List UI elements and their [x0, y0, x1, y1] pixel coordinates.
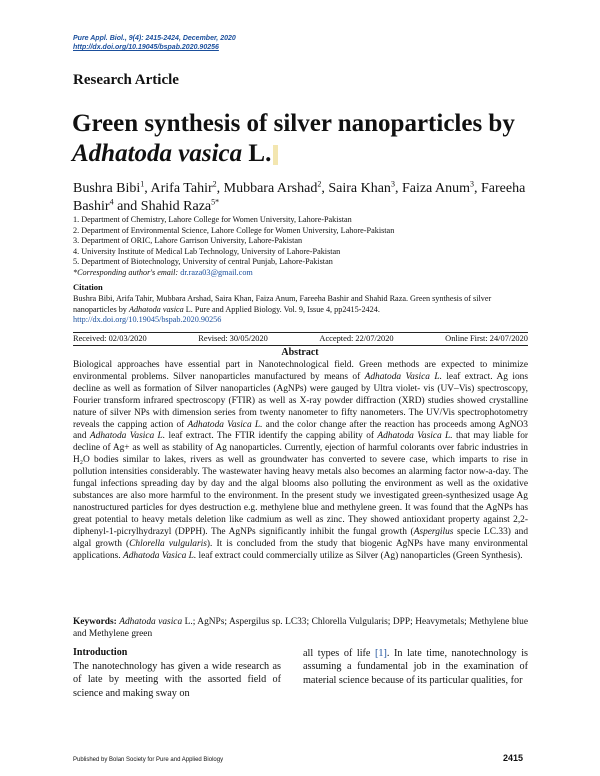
corresponding-email: *Corresponding author's email: dr.raza03@gmail.com: [73, 267, 253, 277]
accepted-date: Accepted: 22/07/2020: [319, 334, 394, 343]
publisher-footer: Published by Bolan Society for Pure and Applied Biology: [73, 757, 224, 763]
affiliation-item: 1. Department of Chemistry, Lahore College for Women University, Lahore-Pakistan: [73, 215, 352, 224]
author-name: Saira Khan: [328, 181, 391, 196]
author-separator: ,: [394, 181, 402, 196]
introduction-column-1: The nanotechnology has given a wide research as of late by meeting with the assorted field of science and making sway on: [73, 661, 281, 699]
text-cursor: [273, 145, 278, 165]
page-number: 2415: [503, 753, 524, 763]
title-species: Adhatoda vasica: [72, 140, 243, 167]
reference-link[interactable]: [1]: [375, 648, 387, 659]
author-separator: ,: [144, 181, 151, 196]
author-name: Shahid Raza: [140, 199, 212, 214]
paper-title: Green synthesis of silver nanoparticles by Adhatoda vasica L.: [72, 110, 515, 167]
author-affiliation-mark: 1: [140, 179, 145, 189]
author-affiliation-mark: 2: [212, 179, 217, 189]
affiliation-item: 5. Department of Biotechnology, University of central Punjab, Lahore-Pakistan: [73, 257, 333, 267]
divider-bottom: [73, 345, 528, 346]
article-type: Research Article: [73, 72, 179, 88]
introduction-heading: Introduction: [73, 647, 128, 658]
email-link[interactable]: dr.raza03@gmail.com: [180, 267, 253, 277]
affiliations: [73, 215, 394, 279]
author-affiliation-mark: 3: [390, 179, 395, 189]
author-name: Fareeha Bashir: [73, 181, 526, 214]
author-separator: and: [113, 199, 141, 214]
introduction-column-2: all types of life [1]. In late time, nanotechnology is assuming a fundamental job in the examination of material science because of its particular qualities, for: [303, 648, 528, 686]
author-separator: ,: [216, 181, 224, 196]
affiliation-item: 4. University Institute of Medical Lab Technology, University of Lahore-Pakistan: [73, 246, 341, 256]
received-date: Received: 02/03/2020: [73, 334, 147, 343]
author-name: Bushra Bibi: [73, 181, 141, 196]
online-date: Online First: 24/07/2020: [445, 334, 528, 343]
keywords: Keywords: Adhatoda vasica L.; AgNPs; Aspergilus sp. LC33; Chlorella Vulgularis; DPP; Heavymetals; Methylene blue and Methylene green: [73, 617, 528, 639]
citation-heading: Citation: [73, 282, 103, 292]
journal-header: [73, 34, 236, 52]
author-separator: ,: [473, 181, 481, 196]
citation-text: Bushra Bibi, Arifa Tahir, Mubbara Arshad, Saira Khan, Faiza Anum, Fareeha Bashir and Shahid Raza. Green synthesis of silver nanoparticles by Adhatoda vasica L. Pure and Applied Biology. Vol. 9, Issue 4, pp2415-2424. http://dx.doi.org/10.19045/bspab.2020.90256: [73, 294, 492, 324]
author-affiliation-mark: 2: [317, 179, 322, 189]
author-affiliation-mark: 3: [469, 179, 474, 189]
affiliation-item: 2. Department of Environmental Science, Lahore College for Women University, Lahore-Pakistan: [73, 225, 395, 235]
abstract-heading: Abstract: [281, 347, 319, 358]
author-affiliation-mark: 4: [109, 197, 114, 207]
abstract-text: Biological approaches have essential part in Nanotechnological field. Green methods are expected to minimize environmental problems. Silver nanoparticles manufactured by means of Adhatoda Vasica L. leaf extract. Ag ions decline as well as formation of Silver nanoparticles (AgNPs) were gauged by Ultra violet- vis (UV–Vis) spectroscopy, Fourier transform infrared spectroscopy (FTIR) as well as X-ray powder diffraction (XRD) studies showed crystalline nature of silver NPs with dimension series from twenty nanometer to fifty nanometers. The UV/Vis spectrophotometry reveals the capping action of Adhatoda Vasica L. and the color change after the reaction has proceeds among AgNO3 and Adhatoda Vasica L. leaf extract. The FTIR identify the capping ability of Adhatoda Vasica L. that may liable for decline of Ag+ as well as stability of Ag nanoparticles. Currently, ejection of harmful colorants over fabric industries in H₂O bodies similar to lakes, rivers as well as groundwater has converted to severe case, which imparts to rise in pollution intensities considerably. The wastewater having heavy metals also becomes an alarming factor now-a-day. The fungal infections spreading day by day and the algal blooms also polluting the environment as well as the oxidative substances are also more harmful to the environment. In the present study we investigated green-synthesized usage Ag nanostructured particles for dyes destruction e.g. methylene blue and methylene green. It was found that the AgNPs has great potential to heavy metals deletion like cadmium as well as zinc. They showed antioxidant property against 2,2-diphenyl-1-picrylhydrazyl (DPPH). The AgNPs significantly inhibit the fungal growth (Aspergilus specie LC.33) and algal growth (Chlorella vulgularis). It is concluded from the study that biogenic AgNPs have many environmental applications. Adhatoda Vasica L. leaf extract could commercially utilize as Silver (Ag) nanoparticles (Green Synthesis).: [73, 360, 529, 561]
journal-citation-line: Pure Appl. Biol., 9(4): 2415-2424, December, 2020: [73, 35, 236, 42]
author-list: [73, 180, 533, 216]
author-name: Faiza Anum: [401, 181, 470, 196]
divider-top: [73, 332, 528, 333]
revised-date: Revised: 30/05/2020: [198, 334, 268, 343]
affiliation-item: 3. Department of ORIC, Lahore Garrison University, Lahore-Pakistan: [73, 236, 303, 246]
dates-row: [73, 334, 528, 343]
author-affiliation-mark: 5*: [211, 197, 220, 207]
author-separator: ,: [321, 181, 329, 196]
author-name: Mubbara Arshad: [223, 181, 318, 196]
doi-link[interactable]: http://dx.doi.org/10.19045/bspab.2020.90256: [73, 44, 219, 51]
author-name: Arifa Tahir: [150, 181, 213, 196]
citation-doi-link[interactable]: http://dx.doi.org/10.19045/bspab.2020.90256: [73, 315, 222, 324]
